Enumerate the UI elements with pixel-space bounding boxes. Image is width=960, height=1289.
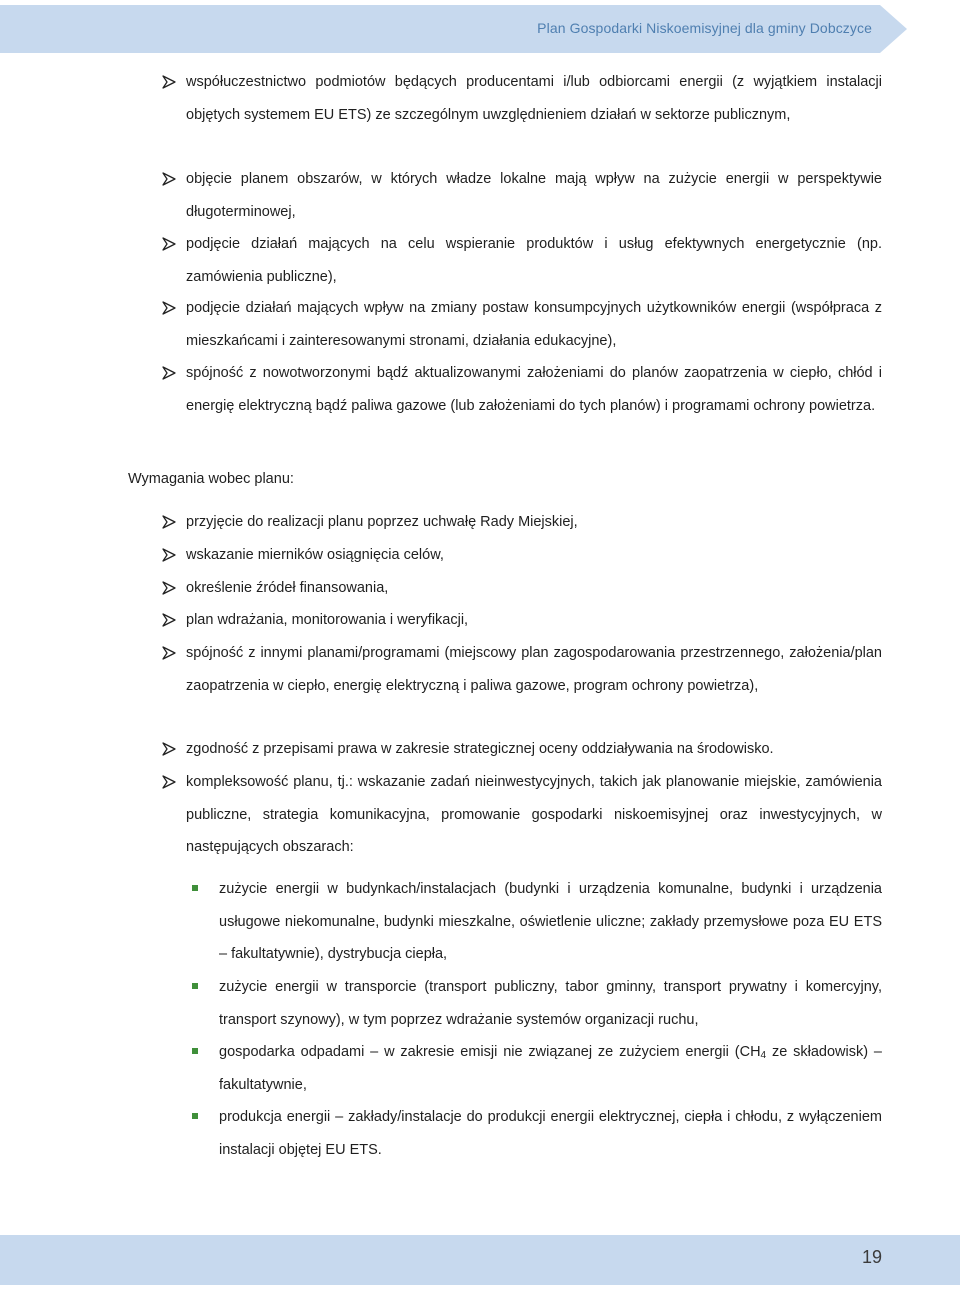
page-number: 19: [861, 1247, 882, 1267]
list-item-text: wskazanie mierników osiągnięcia celów,: [186, 547, 444, 563]
arrow-bullet-icon: [161, 741, 177, 757]
list-item-text: spójność z innymi planami/programami (miejscowy plan zagospodarowania przestrzennego, założenia/plan zaopatrzenia w ciepło, energię elektryczną i paliwa gazowe, program ochrony powietrza),: [186, 645, 882, 694]
arrow-bullet-icon: [161, 74, 177, 90]
list-item-text: objęcie planem obszarów, w których władze lokalne mają wpływ na zużycie energii w perspektywie długoterminowej,: [186, 171, 882, 220]
subscript: 4: [760, 1050, 767, 1061]
sub-list-item-text: zużycie energii w transporcie (transport publiczny, tabor gminny, transport prywatny i komercyjny, transport szynowy), w tym poprzez wdrażanie systemów organizacji ruchu,: [219, 979, 882, 1028]
square-bullet-icon: [192, 1113, 198, 1119]
arrow-bullet-icon: [161, 580, 177, 596]
header-title: Plan Gospodarki Niskoemisyjnej dla gminy Dobczyce: [537, 20, 872, 36]
sub-list-item-text: zużycie energii w budynkach/instalacjach (budynki i urządzenia komunalne, budynki i urządzenia usługowe niekomunalne, budynki mieszkalne, oświetlenie uliczne; zakłady przemysłowe poza EU ETS – fakultatywnie), dystrybucja ciepła,: [219, 881, 882, 963]
text-run: gospodarka odpadami – w zakresie emisji nie związanej ze zużyciem energii (CH: [219, 1044, 761, 1060]
arrow-bullet-icon: [161, 171, 177, 187]
list-item-text: podjęcie działań mających na celu wspieranie produktów i usług efektywnych energetycznie (np. zamówienia publiczne),: [186, 236, 882, 285]
arrow-bullet-icon: [161, 300, 177, 316]
arrow-bullet-icon: [161, 365, 177, 381]
text-run: ze składowisk) – fakultatywnie,: [219, 1044, 882, 1093]
arrow-bullet-icon: [161, 236, 177, 252]
footer-band: [0, 1235, 960, 1285]
list-item-text: kompleksowość planu, tj.: wskazanie zadań nieinwestycyjnych, takich jak planowanie miejskie, zamówienia publiczne, strategia komunikacyjna, promowanie gospodarki niskoemisyjnej oraz inwestycyjnych, w następujących obszarach:: [186, 774, 882, 856]
square-bullet-icon: [192, 983, 198, 989]
arrow-bullet-icon: [161, 612, 177, 628]
list-item-text: spójność z nowotworzonymi bądź aktualizowanymi założeniami do planów zaopatrzenia w ciepło, chłód i energię elektryczną bądź paliwa gazowe (lub założeniami do tych planów) i programami ochrony powietrza.: [186, 365, 882, 414]
list-item-text: współuczestnictwo podmiotów będących producentami i/lub odbiorcami energii (z wyjątkiem instalacji objętych systemem EU ETS) ze szczególnym uwzględnieniem działań w sektorze publicznym,: [186, 74, 882, 123]
arrow-bullet-icon: [161, 514, 177, 530]
list-item-text: określenie źródeł finansowania,: [186, 580, 389, 596]
sub-list-item-text: produkcja energii – zakłady/instalacje do produkcji energii elektrycznej, ciepła i chłodu, z wyłączeniem instalacji objętej EU ETS.: [219, 1109, 882, 1158]
square-bullet-icon: [192, 885, 198, 891]
sub-list-item-text: [219, 1036, 882, 1101]
requirements-heading: Wymagania wobec planu:: [128, 471, 294, 487]
list-item-text: plan wdrażania, monitorowania i weryfikacji,: [186, 612, 469, 628]
square-bullet-icon: [192, 1048, 198, 1054]
list-item-text: zgodność z przepisami prawa w zakresie strategicznej oceny oddziaływania na środowisko.: [186, 741, 774, 757]
list-item-text: podjęcie działań mających wpływ na zmiany postaw konsumpcyjnych użytkowników energii (współpraca z mieszkańcami i zainteresowanymi stronami, działania edukacyjne),: [186, 300, 882, 349]
arrow-bullet-icon: [161, 547, 177, 563]
arrow-bullet-icon: [161, 645, 177, 661]
arrow-bullet-icon: [161, 774, 177, 790]
list-item-text: przyjęcie do realizacji planu poprzez uchwałę Rady Miejskiej,: [186, 514, 578, 530]
